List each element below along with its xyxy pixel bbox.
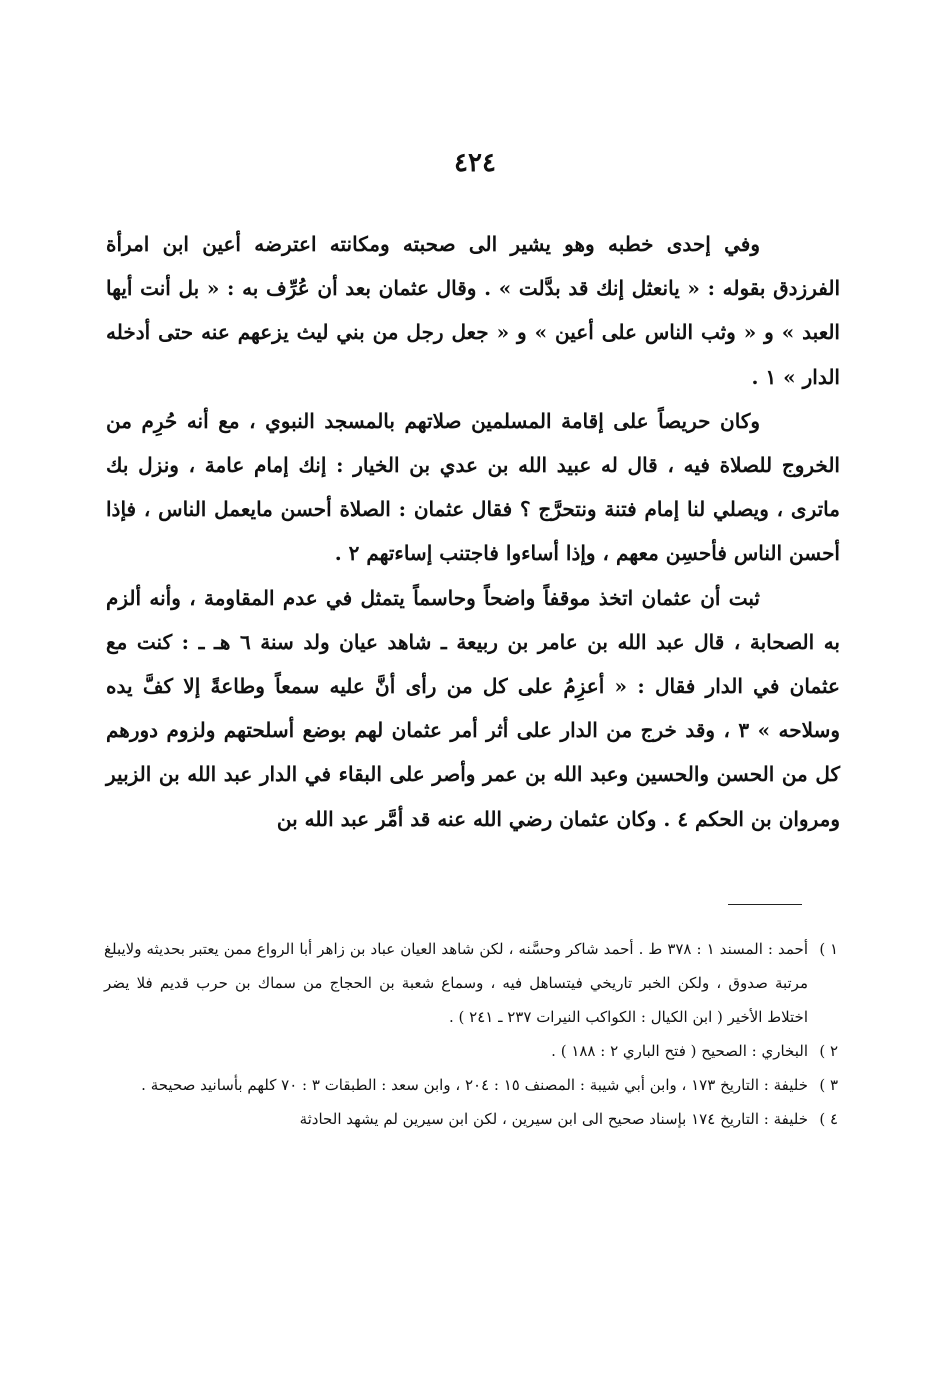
footnotes-list	[104, 932, 838, 1136]
footnote-number: ٢ )	[819, 1042, 838, 1060]
paragraph: وكان حريصاً على إقامة المسلمين صلاتهم بالمسجد النبوي ، مع أنه حُرِم من الخروج للصلاة فيه ، قال له عبيد الله بن عدي بن الخيار : إنك إمام عامة ، ونزل بك ماترى ، ويصلي لنا إمام فتنة ونتحرَّج ؟ فقال عثمان : الصلاة أحسن مايعمل الناس ، فإذا أحسن الناس فأحسِن معهم ، وإذا أساءوا فاجتنب إساءتهم ٢ .	[106, 408, 840, 566]
footnote-number: ١ )	[819, 940, 838, 958]
footnote	[104, 1068, 838, 1102]
page-number: ٤٢٤	[454, 148, 496, 178]
footnote	[104, 1102, 838, 1136]
footnote	[104, 1034, 838, 1068]
footnote-number: ٣ )	[819, 1076, 838, 1094]
footnote-text: خليفة : التاريخ ١٧٤ بإسناد صحيح الى ابن سيرين ، لكن ابن سيرين لم يشهد الحادثة	[299, 1110, 808, 1128]
footnote	[104, 932, 838, 1034]
footnote-text: أحمد : المسند ١ : ٣٧٨ ط . أحمد شاكر وحسَّنه ، لكن شاهد العيان عباد بن زاهر أبا الرواع ممن يعتبر بحديثه ولايبلغ مرتبة صدوق ، ولكن الخبر تاريخي فيتساهل فيه ، وسماع شعبة بن الحجاج من سماك بن حرب قديم فلا يضر اختلاط الأخير ( ابن الكيال : الكواكب النيرات ٢٣٧ ـ ٢٤١ ) .	[104, 940, 808, 1026]
paragraph: وفي إحدى خطبه وهو يشير الى صحبته ومكانته اعترضه أعين ابن امرأة الفرزدق بقوله : « يانعثل إنك قد بدَّلت » . وقال عثمان بعد أن عُرِّف به : « بل أنت أيها العبد » و « وثب الناس على أعين » و « جعل رجل من بني ليث يزعهم عنه حتى أدخله الدار » ١ .	[106, 232, 840, 389]
footnote-number: ٤ )	[819, 1110, 838, 1128]
footnote-text: البخاري : الصحيح ( فتح الباري ٢ : ١٨٨ ) .	[551, 1042, 808, 1060]
footnote-divider	[728, 904, 802, 905]
main-text	[106, 222, 840, 841]
paragraph: ثبت أن عثمان اتخذ موقفاً واضحاً وحاسماً يتمثل في عدم المقاومة ، وأنه ألزم به الصحابة ، قال عبد الله بن عامر بن ربيعة ـ شاهد عيان ولد سنة ٦ هـ ـ : كنت مع عثمان في الدار فقال : « أعزِمُ على كل من رأى أنَّ عليه سمعاً وطاعةً إلا كفَّ يده وسلاحه » ٣ ، وقد خرج من الدار على أثر أمر عثمان لهم بوضع أسلحتهم ولزوم دورهم كل من الحسن والحسين وعبد الله بن عمر وأصر على البقاء في الدار عبد الله بن الزبير ومروان بن الحكم ٤ . وكان عثمان رضي الله عنه قد أمَّر عبد الله بن	[106, 585, 840, 831]
footnote-text: خليفة : التاريخ ١٧٣ ، وابن أبي شيبة : المصنف ١٥ : ٢٠٤ ، وابن سعد : الطبقات ٣ : ٧٠ كلهم بأسانيد صحيحة .	[141, 1076, 808, 1094]
